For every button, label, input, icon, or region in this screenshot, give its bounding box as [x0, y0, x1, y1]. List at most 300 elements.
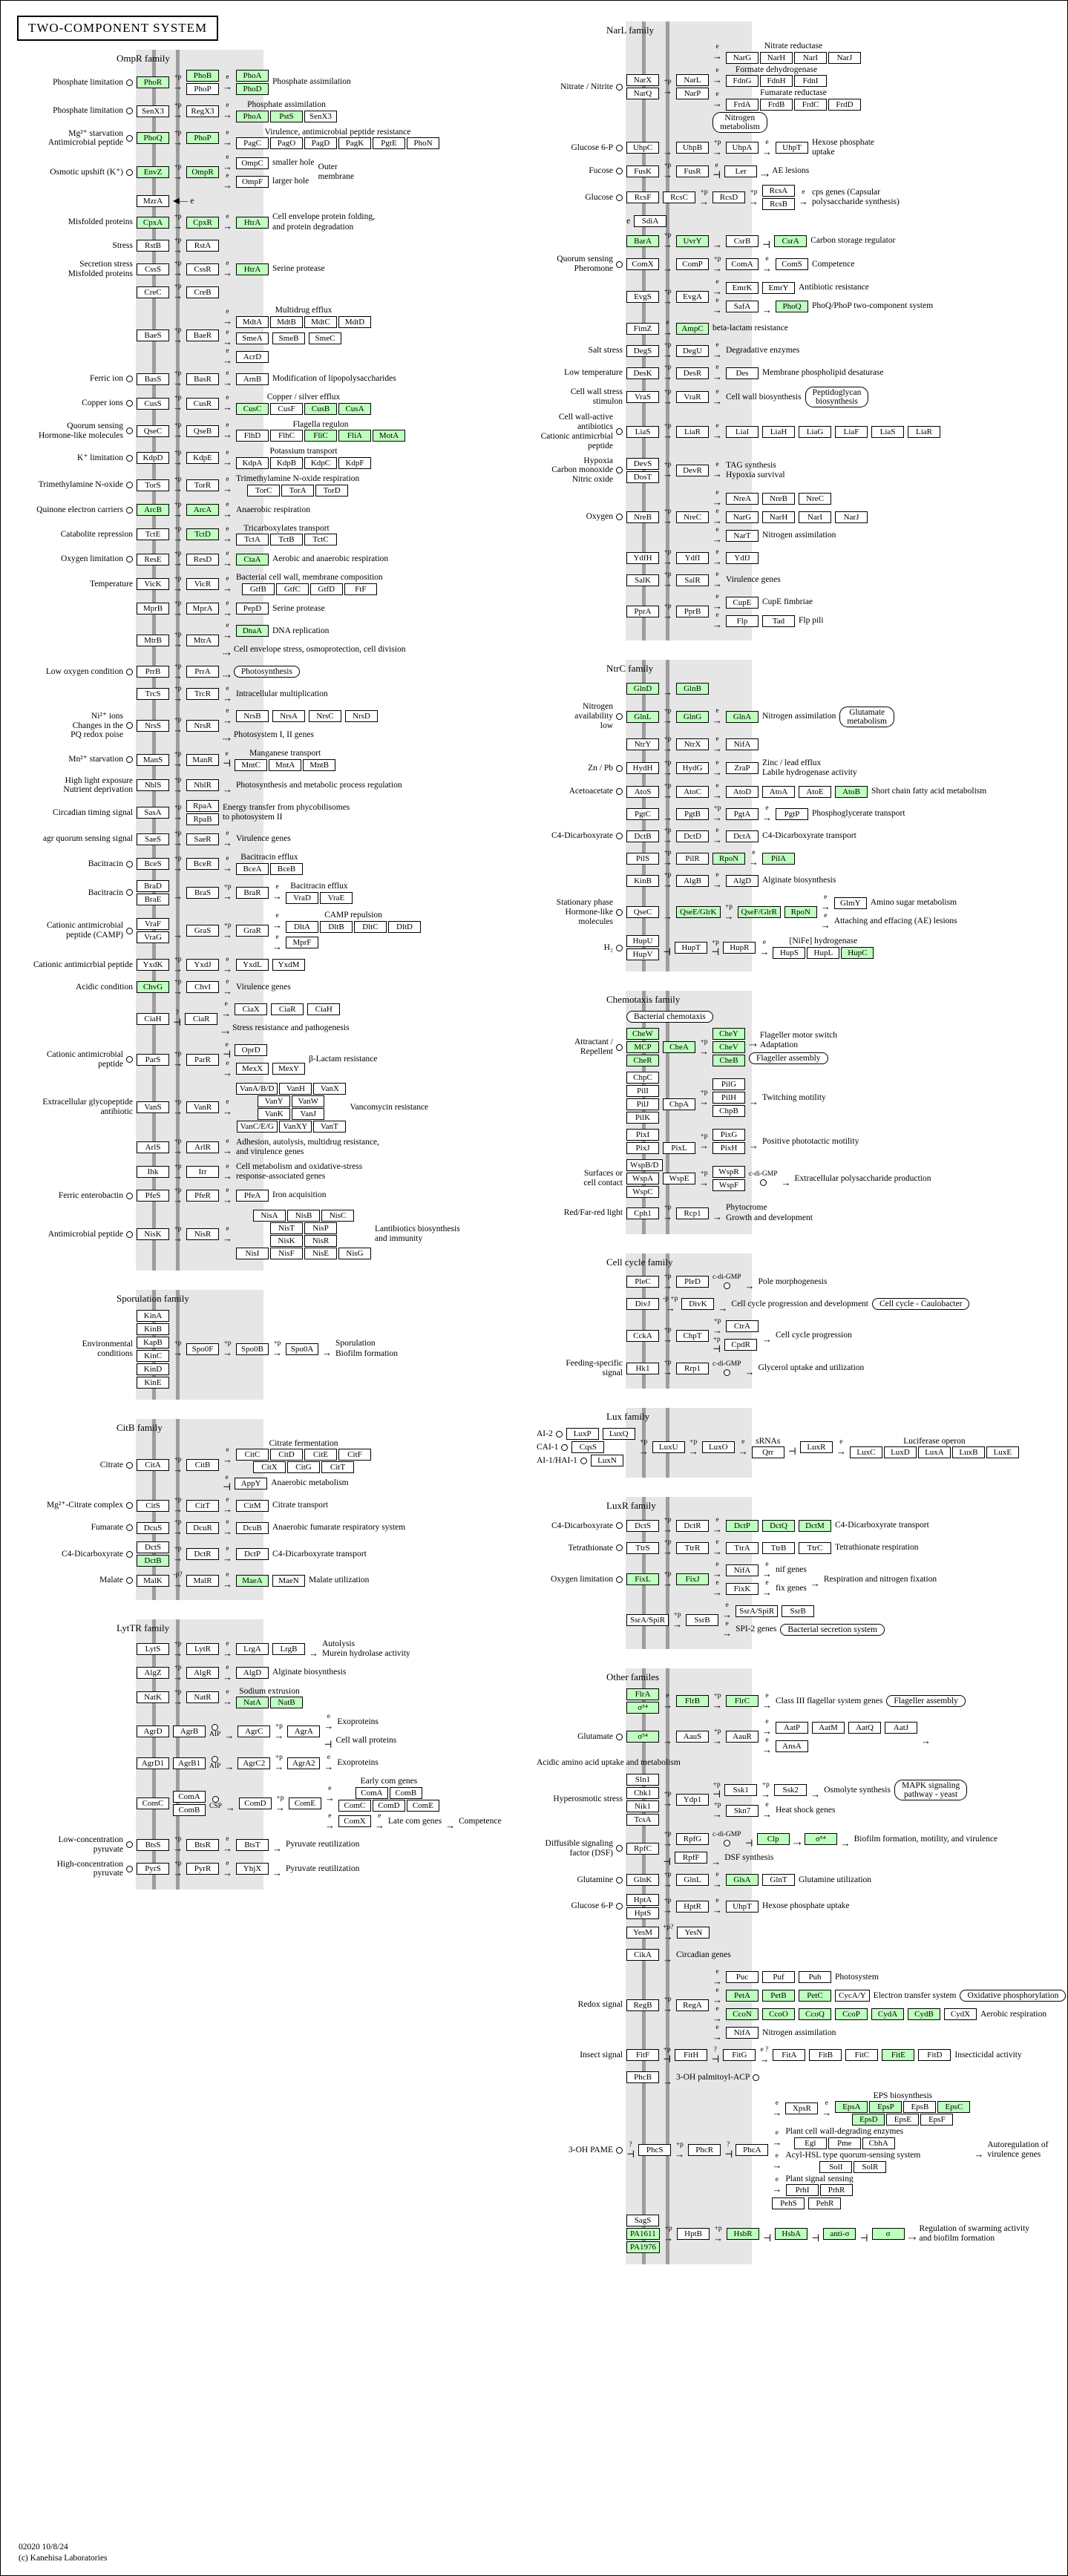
gene-box[interactable]: SalR [676, 574, 709, 586]
gene-box[interactable]: MotA [373, 430, 405, 442]
gene-box[interactable]: VanW [292, 1095, 324, 1107]
gene-box[interactable]: CheR [626, 1055, 659, 1066]
gene-box[interactable]: σ⁵⁴ [626, 1731, 659, 1743]
gene-box[interactable]: KdpC [304, 457, 337, 469]
gene-box[interactable]: Puc [726, 1971, 759, 1983]
gene-box[interactable]: FliA [338, 430, 371, 442]
gene-box[interactable]: ArlS [137, 1141, 169, 1153]
gene-box[interactable]: CreB [186, 286, 219, 298]
gene-box[interactable]: Spo0A [286, 1343, 318, 1355]
gene-box[interactable]: FrdC [794, 99, 827, 111]
gene-box[interactable]: HupS [773, 947, 805, 959]
gene-box[interactable]: HupU [626, 935, 659, 947]
gene-box[interactable]: CusS [137, 398, 169, 410]
gene-box[interactable]: PgtA [726, 808, 759, 820]
gene-box[interactable]: Puf [762, 1971, 795, 1983]
gene-box[interactable]: DctS [626, 1520, 659, 1532]
gene-box[interactable]: FrdB [760, 99, 793, 111]
gene-box[interactable]: ComA [356, 1787, 388, 1799]
gene-box[interactable]: RegB [626, 1999, 659, 2011]
gene-box[interactable]: Des [726, 367, 759, 379]
gene-box[interactable]: NrsS [137, 720, 169, 732]
gene-box[interactable]: SasA [137, 807, 169, 819]
gene-box[interactable]: FdnH [760, 75, 793, 87]
gene-box[interactable]: AtoE [799, 786, 831, 798]
gene-box[interactable]: FusK [626, 165, 659, 177]
gene-box[interactable]: CikA [626, 1949, 659, 1961]
gene-box[interactable]: Ssk2 [774, 1784, 807, 1796]
gene-box[interactable]: Nik1 [626, 1800, 659, 1812]
gene-box[interactable]: HupC [841, 947, 874, 959]
gene-box[interactable]: VanXY [279, 1121, 312, 1133]
gene-box[interactable]: BceR [186, 858, 219, 870]
gene-box[interactable]: Ler [724, 165, 757, 177]
gene-box[interactable]: NarG [726, 511, 759, 523]
gene-box[interactable]: PixG [712, 1129, 745, 1141]
gene-box[interactable]: CsrB [726, 235, 759, 247]
gene-box[interactable]: GlnL [626, 711, 659, 723]
gene-box[interactable]: VanX [313, 1083, 346, 1095]
gene-box[interactable]: PixJ [626, 1142, 659, 1154]
gene-box[interactable]: VanH [279, 1083, 312, 1095]
gene-box[interactable]: EpsC [937, 2101, 970, 2113]
gene-box[interactable]: NarJ [835, 511, 868, 523]
gene-box[interactable]: NrsC [309, 710, 341, 722]
gene-box[interactable]: SmeC [309, 332, 341, 344]
gene-box[interactable]: PrhI [786, 2184, 819, 2196]
gene-box[interactable]: CreC [137, 286, 169, 298]
gene-box[interactable]: FitA [773, 2049, 805, 2061]
gene-box[interactable]: Tad [762, 615, 795, 627]
gene-box[interactable]: NarI [799, 511, 831, 523]
gene-box[interactable]: NisA [253, 1210, 286, 1222]
gene-box[interactable]: PyrS [137, 1863, 169, 1875]
gene-box[interactable]: UhpT [776, 142, 808, 154]
gene-box[interactable]: NrsB [236, 710, 269, 722]
gene-box[interactable]: TorD [315, 485, 348, 496]
gene-box[interactable]: PhcR [688, 2144, 721, 2156]
gene-box[interactable]: VanT [313, 1121, 346, 1133]
gene-box[interactable]: σ⁵⁴ [805, 1833, 837, 1845]
gene-box[interactable]: FixK [726, 1583, 759, 1595]
gene-box[interactable]: ParS [137, 1054, 169, 1066]
gene-box[interactable]: CiaR [185, 1013, 217, 1025]
gene-box[interactable]: RcsB [762, 198, 795, 210]
gene-box[interactable]: HptA [626, 1894, 659, 1906]
gene-box[interactable]: PfeR [186, 1190, 219, 1202]
gene-box[interactable]: MzrA [137, 195, 169, 207]
gene-box[interactable]: DctB [626, 830, 659, 842]
gene-box[interactable]: KdpB [270, 457, 303, 469]
gene-box[interactable]: WspR [712, 1166, 745, 1178]
gene-box[interactable]: VraR [676, 391, 709, 403]
gene-box[interactable]: DegS [626, 345, 659, 357]
gene-box[interactable]: CssS [137, 263, 169, 275]
gene-box[interactable]: TctE [137, 528, 169, 540]
gene-box[interactable]: PA1976 [626, 2241, 660, 2253]
gene-box[interactable]: CitD [270, 1449, 303, 1461]
gene-box[interactable]: LuxP [566, 1428, 599, 1440]
gene-box[interactable]: GtfC [276, 583, 309, 595]
gene-box[interactable]: DevR [676, 465, 709, 476]
gene-box[interactable]: BasR [186, 373, 219, 385]
gene-box[interactable]: VicK [137, 578, 169, 590]
gene-box[interactable]: σ [872, 2228, 905, 2240]
gene-box[interactable]: NarT [726, 530, 759, 542]
gene-box[interactable]: WspE [663, 1173, 695, 1184]
gene-box[interactable]: NifA [726, 738, 759, 750]
gene-box[interactable]: PilK [626, 1112, 659, 1124]
gene-box[interactable]: ManR [186, 754, 219, 766]
gene-box[interactable]: MdtB [270, 316, 303, 328]
gene-box[interactable]: CbhA [862, 2137, 895, 2149]
gene-box[interactable]: VanR [186, 1101, 219, 1113]
gene-box[interactable]: LiaI [726, 426, 759, 438]
gene-box[interactable]: LytR [186, 1643, 219, 1655]
gene-box[interactable]: AcrD [236, 351, 269, 363]
gene-box[interactable]: LuxB [952, 1446, 985, 1458]
gene-box[interactable]: RegA [676, 1999, 709, 2011]
gene-box[interactable]: LuxA [918, 1446, 951, 1458]
gene-box[interactable]: NisK [270, 1235, 303, 1247]
gene-box[interactable]: MexY [272, 1063, 305, 1075]
gene-box[interactable]: Ssk1 [724, 1784, 757, 1796]
gene-box[interactable]: ResD [186, 554, 219, 566]
gene-box[interactable]: NtrY [626, 738, 659, 750]
gene-box[interactable]: PhcS [638, 2144, 671, 2156]
gene-box[interactable]: ParR [186, 1054, 219, 1066]
gene-box[interactable]: QseB [186, 425, 219, 437]
gene-box[interactable]: LuxQ [603, 1428, 635, 1440]
gene-box[interactable]: PixL [663, 1142, 695, 1154]
gene-box[interactable]: FusR [676, 165, 709, 177]
gene-box[interactable]: NarG [726, 52, 759, 64]
gene-box[interactable]: CusF [270, 403, 303, 415]
gene-box[interactable]: CiaH [307, 1003, 340, 1015]
gene-box[interactable]: AgrC2 [237, 1757, 270, 1769]
pathway-link[interactable]: Glutamate metabolism [839, 707, 894, 727]
gene-box[interactable]: VanC/E/G [237, 1121, 278, 1133]
gene-box[interactable]: AmpC [676, 323, 709, 335]
gene-box[interactable]: WspA [626, 1173, 659, 1184]
gene-box[interactable]: DctM [799, 1520, 831, 1532]
gene-box[interactable]: PagO [270, 137, 303, 149]
gene-box[interactable]: Rcp1 [676, 1207, 709, 1219]
gene-box[interactable]: AlgD [236, 1667, 269, 1679]
gene-box[interactable]: AlgB [676, 875, 709, 887]
gene-box[interactable]: MaeN [272, 1575, 305, 1587]
gene-box[interactable]: CiaH [137, 1013, 169, 1025]
gene-box[interactable]: HtrA [236, 217, 269, 229]
gene-box[interactable]: DctP [726, 1520, 759, 1532]
gene-box[interactable]: RcsA [762, 185, 795, 197]
gene-box[interactable]: GlnG [676, 711, 709, 723]
gene-box[interactable]: TtrC [799, 1542, 831, 1554]
gene-box[interactable]: DivJ [626, 1298, 659, 1310]
gene-box[interactable]: DctR [676, 1520, 709, 1532]
gene-box[interactable]: BtsS [137, 1839, 169, 1851]
gene-box[interactable]: ComC [137, 1797, 169, 1809]
gene-box[interactable]: NatA [236, 1697, 269, 1708]
gene-box[interactable]: FitH [675, 2049, 707, 2061]
gene-box[interactable]: YesM [626, 1927, 659, 1938]
gene-box[interactable]: RpoN [784, 906, 817, 918]
gene-box[interactable]: FitB [809, 2049, 842, 2061]
gene-box[interactable]: BceB [270, 863, 303, 875]
gene-box[interactable]: ArcB [137, 504, 169, 516]
gene-box[interactable]: ComE [289, 1797, 321, 1809]
gene-box[interactable]: QseE/GlrK [676, 906, 721, 918]
gene-box[interactable]: DcuR [186, 1522, 219, 1534]
gene-box[interactable]: DesR [676, 367, 709, 379]
gene-box[interactable]: CusA [338, 403, 371, 415]
gene-box[interactable]: BarA [626, 235, 659, 247]
gene-box[interactable]: DcuS [137, 1522, 169, 1534]
gene-box[interactable]: VanJ [292, 1108, 324, 1120]
gene-box[interactable]: EvgS [626, 291, 659, 303]
gene-box[interactable]: PehS [772, 2198, 805, 2209]
gene-box[interactable]: PilG [712, 1078, 745, 1090]
gene-box[interactable]: FitC [845, 2049, 878, 2061]
gene-box[interactable]: SsrA/SpiR [736, 1605, 778, 1617]
gene-box[interactable]: RstB [137, 240, 169, 252]
gene-box[interactable]: FlrC [726, 1695, 759, 1707]
gene-box[interactable]: Chk1 [626, 1787, 659, 1799]
gene-box[interactable]: AtoS [626, 786, 659, 798]
gene-box[interactable]: NisC [321, 1210, 354, 1222]
gene-box[interactable]: NisB [287, 1210, 320, 1222]
gene-box[interactable]: HupR [723, 942, 756, 954]
gene-box[interactable]: BaeR [186, 330, 219, 341]
pathway-link[interactable]: Bacterial chemotaxis [626, 1011, 713, 1023]
gene-box[interactable]: VanS [137, 1101, 169, 1113]
gene-box[interactable]: CusC [236, 403, 269, 415]
gene-box[interactable]: AatJ [885, 1722, 917, 1734]
gene-box[interactable]: AatP [776, 1722, 808, 1734]
gene-box[interactable]: CqsS [571, 1441, 604, 1453]
gene-box[interactable]: PetC [799, 1990, 831, 2002]
gene-box[interactable]: PyrR [186, 1863, 219, 1875]
gene-box[interactable]: VraS [626, 391, 659, 403]
gene-box[interactable]: FixL [626, 1573, 659, 1585]
gene-box[interactable]: Clp [757, 1833, 790, 1845]
gene-box[interactable]: PstS [270, 111, 303, 122]
gene-box[interactable]: PprA [626, 606, 659, 617]
gene-box[interactable]: AlgZ [137, 1667, 169, 1679]
gene-box[interactable]: PrrB [137, 666, 169, 678]
gene-box[interactable]: FitD [918, 2049, 951, 2061]
gene-box[interactable]: Ihk [137, 1166, 169, 1178]
gene-box[interactable]: YhjX [236, 1863, 269, 1875]
gene-box[interactable]: PetA [726, 1990, 759, 2002]
pathway-link[interactable]: Oxidative phosphorylation [960, 1990, 1066, 2002]
gene-box[interactable]: SolR [854, 2161, 886, 2173]
gene-box[interactable]: AtoC [676, 786, 709, 798]
gene-box[interactable]: OmpR [186, 166, 219, 178]
gene-box[interactable]: FitE [882, 2049, 914, 2061]
gene-box[interactable]: NblS [137, 779, 169, 791]
gene-box[interactable]: TtrS [626, 1542, 659, 1554]
gene-box[interactable]: ChpC [626, 1072, 659, 1084]
gene-box[interactable]: ComX [626, 258, 659, 270]
gene-box[interactable]: RstA [186, 240, 219, 252]
gene-box[interactable]: DctQ [762, 1520, 795, 1532]
gene-box[interactable]: PilA [762, 853, 795, 865]
gene-box[interactable]: CckA [626, 1330, 659, 1342]
gene-box[interactable]: CitC [236, 1449, 269, 1461]
gene-box[interactable]: VicR [186, 578, 219, 590]
gene-box[interactable]: HupV [626, 948, 659, 960]
gene-box[interactable]: ComS [776, 258, 808, 270]
gene-box[interactable]: YxdK [137, 959, 169, 971]
gene-box[interactable]: NreA [726, 493, 759, 505]
gene-box[interactable]: AgrB1 [173, 1757, 206, 1769]
gene-box[interactable]: NrsA [272, 710, 305, 722]
gene-box[interactable]: YdfH [626, 552, 659, 564]
gene-box[interactable]: NifA [726, 1564, 759, 1576]
gene-box[interactable]: LiaF [835, 426, 868, 438]
gene-box[interactable]: AtoD [726, 786, 759, 798]
gene-box[interactable]: CydB [908, 2008, 940, 2020]
gene-box[interactable]: OmpF [236, 176, 269, 188]
gene-box[interactable]: FlrB [676, 1695, 709, 1707]
gene-box[interactable]: MtrA [186, 635, 219, 646]
gene-box[interactable]: BtsT [236, 1839, 269, 1851]
gene-box[interactable]: ComD [239, 1797, 272, 1809]
pathway-link[interactable]: Bacterial secretion system [780, 1624, 885, 1636]
gene-box[interactable]: HsbR [727, 2228, 759, 2240]
gene-box[interactable]: Pme [828, 2137, 861, 2149]
gene-box[interactable]: GlnD [626, 683, 659, 695]
gene-box[interactable]: AgrA [287, 1725, 320, 1737]
gene-box[interactable]: TctC [304, 534, 337, 545]
gene-box[interactable]: AgrA2 [287, 1757, 320, 1769]
gene-box[interactable]: AatQ [848, 1722, 881, 1734]
gene-box[interactable]: NarP [676, 88, 709, 99]
gene-box[interactable]: GlmY [834, 897, 867, 909]
gene-box[interactable]: CpdR [724, 1339, 757, 1351]
gene-box[interactable]: EpsB [903, 2101, 936, 2113]
gene-box[interactable]: ChpT [676, 1330, 709, 1342]
gene-box[interactable]: FdnI [794, 75, 827, 87]
gene-box[interactable]: GlsA [726, 1874, 759, 1886]
gene-box[interactable]: KinE [137, 1377, 169, 1389]
gene-box[interactable]: ChpA [663, 1098, 695, 1110]
gene-box[interactable]: PhoN [407, 137, 439, 149]
gene-box[interactable]: PhoQ [776, 301, 808, 312]
gene-box[interactable]: AtoA [762, 786, 795, 798]
gene-box[interactable]: CheV [712, 1041, 745, 1053]
gene-box[interactable]: NatB [270, 1697, 303, 1708]
gene-box[interactable]: LiaS [626, 426, 659, 438]
gene-box[interactable]: RcsF [626, 191, 659, 203]
gene-box[interactable]: PagD [304, 137, 337, 149]
gene-box[interactable]: ChpB [712, 1105, 745, 1117]
gene-box[interactable]: FlhC [270, 430, 303, 442]
gene-box[interactable]: GlnT [762, 1874, 795, 1886]
gene-box[interactable]: LuxN [591, 1455, 623, 1466]
gene-box[interactable]: MntA [269, 759, 301, 771]
gene-box[interactable]: UvrY [676, 235, 709, 247]
gene-box[interactable]: NisK [137, 1228, 169, 1240]
gene-box[interactable]: Irr [186, 1166, 219, 1178]
gene-box[interactable]: MalK [137, 1575, 169, 1587]
gene-box[interactable]: BraR [236, 887, 269, 899]
gene-box[interactable]: RpfG [676, 1833, 709, 1845]
gene-box[interactable]: CitS [137, 1500, 169, 1512]
gene-box[interactable]: LuxO [702, 1441, 735, 1453]
gene-box[interactable]: TctD [186, 528, 219, 540]
gene-box[interactable]: SolI [819, 2161, 852, 2173]
gene-box[interactable]: Rrp1 [676, 1363, 709, 1374]
gene-box[interactable]: SalK [626, 574, 659, 586]
gene-box[interactable]: Flp [726, 615, 759, 627]
gene-box[interactable]: PgtB [676, 808, 709, 820]
gene-box[interactable]: CheY [712, 1028, 745, 1040]
gene-box[interactable]: DctA [726, 830, 759, 842]
gene-box[interactable]: TrcS [137, 688, 169, 700]
gene-box[interactable]: CcoP [835, 2008, 868, 2020]
gene-box[interactable]: Ydp1 [676, 1794, 709, 1806]
gene-box[interactable]: YxdL [236, 959, 269, 971]
gene-box[interactable]: KdpD [137, 452, 169, 464]
gene-box[interactable]: VanY [258, 1095, 290, 1107]
gene-box[interactable]: NblR [186, 779, 219, 791]
gene-box[interactable]: AlgR [186, 1667, 219, 1679]
gene-box[interactable]: CheW [626, 1028, 659, 1040]
gene-box[interactable]: BasS [137, 373, 169, 385]
gene-box[interactable]: NisI [236, 1248, 269, 1259]
pathway-link[interactable]: Peptidoglycan biosynthesis [805, 387, 869, 407]
gene-box[interactable]: QseC [137, 425, 169, 437]
gene-box[interactable]: KdpE [186, 452, 219, 464]
gene-box[interactable]: GraR [236, 925, 269, 937]
gene-box[interactable]: Puh [799, 1971, 831, 1983]
gene-box[interactable]: NarQ [626, 88, 659, 99]
gene-box[interactable]: YxdM [272, 959, 305, 971]
gene-box[interactable]: VanK [258, 1108, 290, 1120]
gene-box[interactable]: NatR [186, 1691, 219, 1703]
gene-box[interactable]: Egl [794, 2137, 827, 2149]
gene-box[interactable]: NrsD [345, 710, 378, 722]
gene-box[interactable]: NarJ [828, 52, 861, 64]
gene-box[interactable]: PilJ [626, 1098, 659, 1110]
gene-box[interactable]: LiaS [871, 426, 904, 438]
gene-box[interactable]: RcsD [712, 191, 745, 203]
gene-box[interactable]: ResE [137, 554, 169, 566]
gene-box[interactable]: FitF [626, 2049, 659, 2061]
gene-box[interactable]: PhoD [236, 83, 269, 95]
gene-box[interactable]: PhoQ [137, 132, 169, 144]
gene-box[interactable]: PleD [676, 1276, 709, 1288]
gene-box[interactable]: YesN [677, 1927, 710, 1938]
gene-box[interactable]: ArlR [186, 1141, 219, 1153]
gene-box[interactable]: BtsR [186, 1839, 219, 1851]
gene-box[interactable]: CitX [253, 1461, 286, 1473]
gene-box[interactable]: PprB [676, 606, 709, 617]
pathway-link[interactable]: Cell cycle - Caulobacter [872, 1298, 969, 1310]
gene-box[interactable]: PilH [712, 1092, 745, 1104]
gene-box[interactable]: TorS [137, 479, 169, 491]
gene-box[interactable]: DctR [186, 1548, 219, 1560]
gene-box[interactable]: PA1611 [626, 2228, 660, 2240]
gene-box[interactable]: WspB/D [626, 1159, 663, 1171]
gene-box[interactable]: WspF [712, 1179, 745, 1191]
gene-box[interactable]: DltC [354, 921, 387, 933]
gene-box[interactable]: MdtD [338, 316, 371, 328]
gene-box[interactable]: DcuB [236, 1522, 269, 1534]
gene-box[interactable]: RpaB [186, 813, 219, 825]
